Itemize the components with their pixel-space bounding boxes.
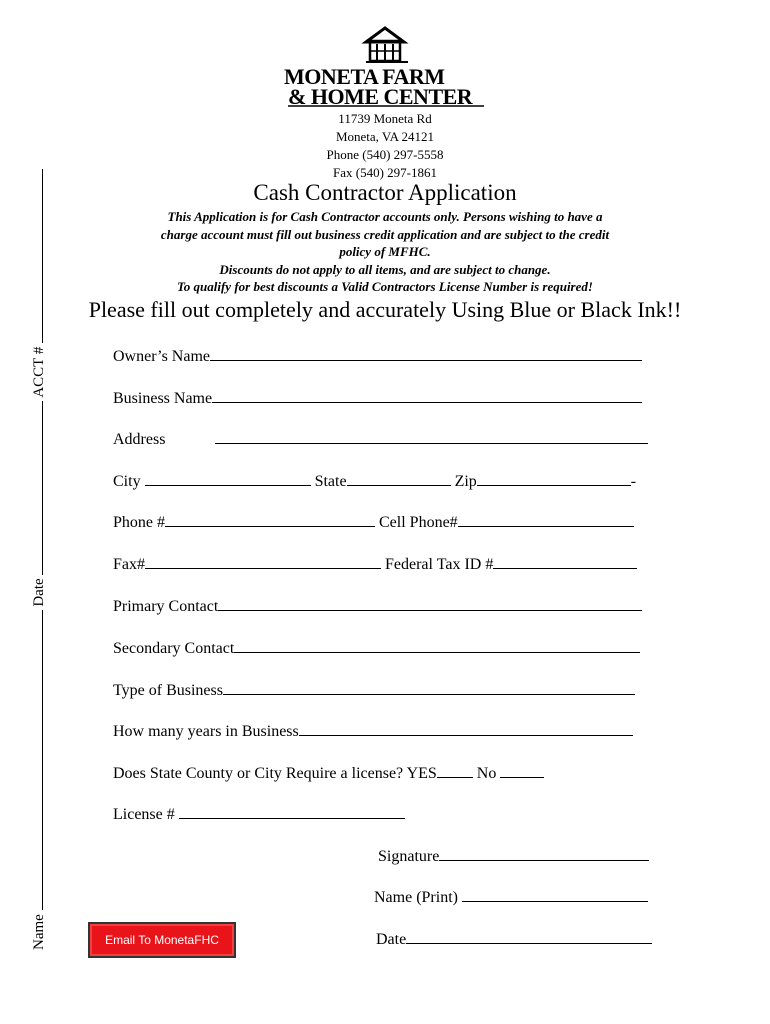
name-print-label: Name (Print) [374,889,458,906]
notice-line: charge account must fill out business credit application and are subject to the credit [160,226,610,242]
license-question-label: Does State County or City Require a license? YES [113,765,437,782]
notice-line: This Application is for Cash Contractor accounts only. Persons wishing to have a [167,209,603,224]
address-phone: Phone (540) 297-5558 [326,147,444,162]
name-print-input[interactable] [462,887,648,902]
fax-label: Fax# [113,556,145,573]
notice-text [110,208,660,296]
license-question-field [113,763,544,783]
owners-name-input[interactable] [210,346,642,361]
instructions: Please fill out completely and accurately Using Blue or Black Ink!! [88,297,682,322]
phone-input[interactable] [165,512,375,527]
notice-line: To qualify for best discounts a Valid Contractors License Number is required! [177,279,593,294]
type-of-business-input[interactable] [223,680,635,695]
primary-contact-field [113,596,642,616]
business-name-label: Business Name [113,390,213,407]
license-number-input[interactable] [179,804,405,819]
type-of-business-label: Type of Business [113,682,223,699]
secondary-contact-field [113,638,640,658]
side-date-input[interactable] [30,401,43,575]
address-street: 11739 Moneta Rd [338,111,432,126]
notice-line: policy of MFHC. [339,244,431,259]
zip-input[interactable] [477,471,631,486]
address-fax: Fax (540) 297-1861 [333,165,437,180]
cell-phone-label: Cell Phone# [379,514,458,531]
date-field [376,929,652,949]
address-input[interactable] [215,429,648,444]
email-button[interactable]: Email To MonetaFHC [88,922,236,958]
owners-name-label: Owner’s Name [113,348,211,365]
license-number-label: License # [113,806,175,823]
logo-line-2: & HOME CENTER [288,84,473,109]
date-label: Date [376,931,407,948]
notice-line: Discounts do not apply to all items, and are subject to change. [219,261,551,277]
address-field [113,429,648,449]
signature-label: Signature [378,848,440,865]
state-label: State [314,473,347,490]
company-logo [284,24,488,108]
fax-input[interactable] [145,554,381,569]
phone-field [113,512,634,532]
license-yes-input[interactable] [437,763,473,778]
business-name-field [113,388,642,408]
federal-tax-id-label: Federal Tax ID # [385,556,494,573]
license-number-field [113,804,405,824]
name-print-field [374,887,648,907]
city-label: City [113,473,141,490]
years-in-business-input[interactable] [299,721,633,736]
business-name-input[interactable] [212,388,642,403]
fax-field [113,554,637,574]
signature-input[interactable] [439,846,649,861]
years-in-business-label: How many years in Business [113,723,299,740]
side-name-label: Name [31,914,47,950]
date-input[interactable] [406,929,652,944]
zip-label: Zip [454,473,477,490]
type-of-business-field [113,680,635,700]
owners-name-field [113,346,642,366]
logo-line-1: MONETA FARM [284,64,445,89]
federal-tax-id-input[interactable] [493,554,637,569]
address-label: Address [113,431,166,448]
primary-contact-input[interactable] [218,596,642,611]
license-no-label: No [476,765,497,782]
years-in-business-field [113,721,633,741]
side-date-label: Date [31,578,47,607]
zip-suffix: - [630,473,637,490]
license-no-input[interactable] [500,763,544,778]
city-state-zip-field [113,471,636,491]
side-acct-input[interactable] [30,169,43,343]
secondary-contact-label: Secondary Contact [113,640,235,657]
city-input[interactable] [145,471,311,486]
side-strip [30,205,50,950]
primary-contact-label: Primary Contact [113,598,219,615]
state-input[interactable] [347,471,451,486]
secondary-contact-input[interactable] [234,638,640,653]
side-acct-label: ACCT # [31,346,47,398]
cell-phone-input[interactable] [458,512,634,527]
address-city: Moneta, VA 24121 [335,129,435,144]
page-title: Cash Contractor Application [253,180,517,205]
side-name-input[interactable] [30,610,43,910]
signature-field [378,846,649,866]
phone-label: Phone # [113,514,165,531]
